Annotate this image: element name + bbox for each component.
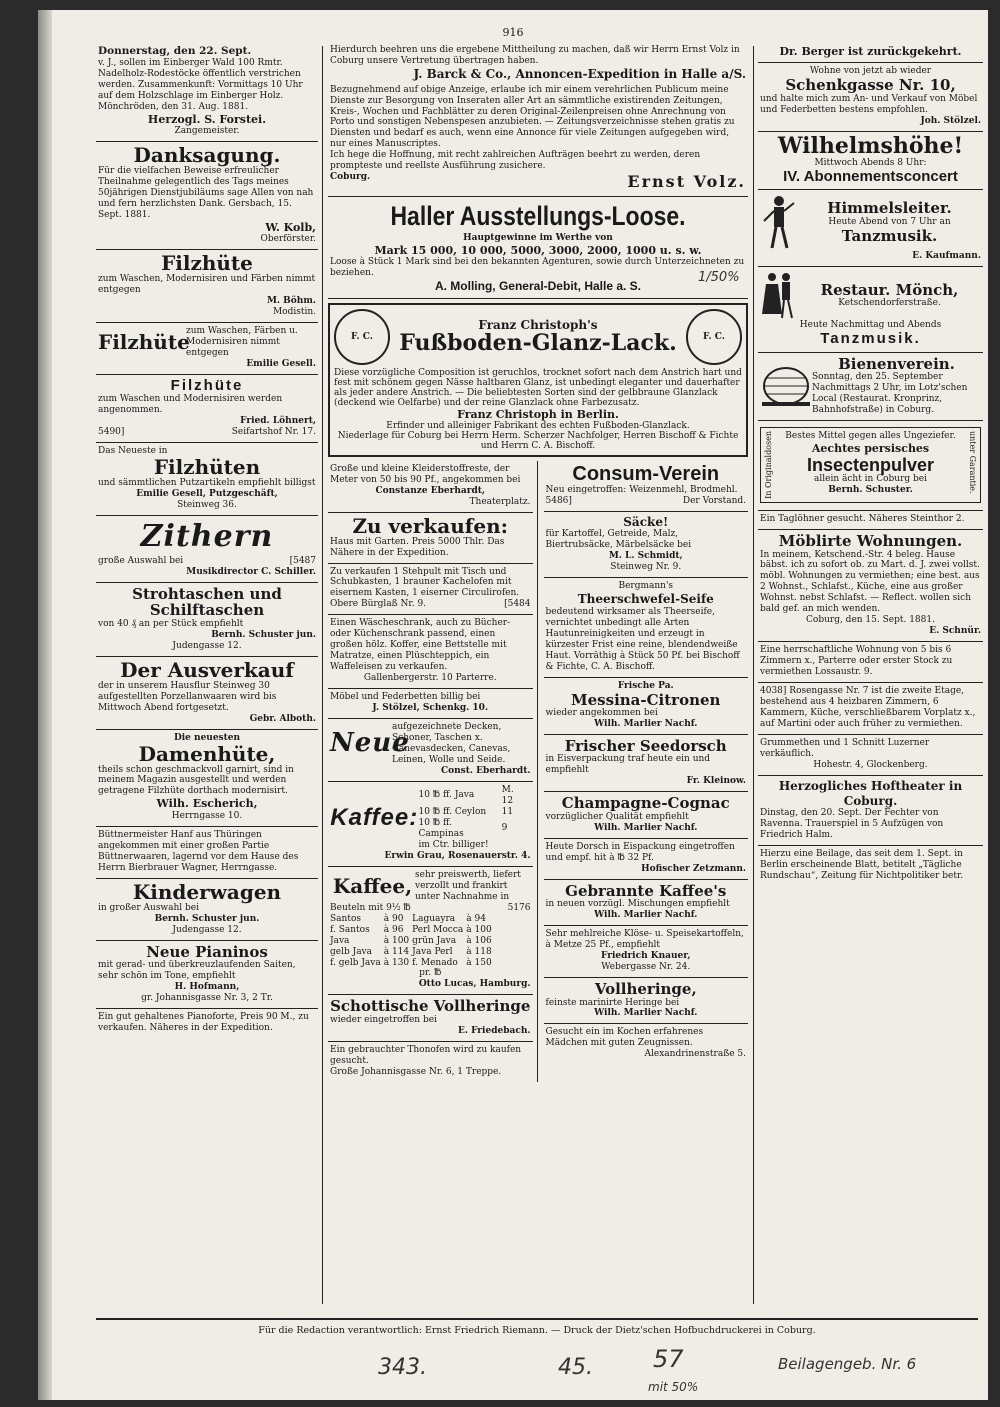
ad-address: Steinweg Nr. 9. bbox=[610, 562, 682, 573]
ad-title: Haller Ausstellungs-Loose. bbox=[390, 200, 686, 231]
ad-title: Danksagung. bbox=[133, 143, 281, 168]
column-middle-a bbox=[328, 461, 538, 1082]
ad-title: Vollheringe, bbox=[594, 980, 697, 999]
ad-signature: Fr. Kleinow. bbox=[686, 776, 746, 787]
ad-number: 5490] bbox=[98, 427, 125, 438]
ad-berger bbox=[758, 42, 983, 63]
ad-signature: W. Kolb, bbox=[265, 220, 316, 234]
ad-title: Zithern bbox=[140, 519, 274, 555]
ad-body: Hierdurch beehren uns die ergebene Mittheilung zu machen, daß wir Herrn Ernst Volz in Coburg unsere Vertretung übertragen haben. bbox=[330, 45, 740, 66]
ad-title: Wilhelmshöhe! bbox=[777, 132, 964, 159]
coffee-price-table: Santos à 90 Laguayra à 94 f. Santos à 96 Perl Mocca à 100 Java à 100 grün Java à 106 gelb Java à 114 Java Perl à 118 f. gelb Java à 130 f. Menado à 150 bbox=[330, 913, 492, 968]
ad-sub: Zangemeister. bbox=[174, 126, 240, 137]
ad-title: Schottische Vollheringe bbox=[330, 997, 531, 1016]
newspaper-page bbox=[38, 10, 988, 1400]
ad-zithern bbox=[96, 516, 318, 583]
beehive-icon bbox=[760, 356, 812, 406]
ad-lottery bbox=[328, 197, 748, 299]
ad-barck-volz bbox=[328, 42, 748, 197]
ad-thanks bbox=[96, 142, 318, 250]
ad-coffee-grau bbox=[328, 782, 533, 867]
ad-address: Judengasse 12. bbox=[172, 924, 242, 935]
column-middle bbox=[328, 42, 748, 1304]
ad-signature: Der Vorstand. bbox=[682, 495, 746, 506]
ad-date: Coburg, den 15. Sept. 1881. bbox=[806, 615, 935, 626]
ad-hats-loehnert bbox=[96, 375, 318, 443]
ad-new-goods bbox=[328, 719, 533, 782]
ad-title: Möblirte Wohnungen. bbox=[778, 532, 963, 551]
ad-body: Mittwoch Abends 8 Uhr: bbox=[814, 157, 927, 168]
ad-signature: Joh. Stölzel. bbox=[920, 115, 981, 126]
ad-number: [5487 bbox=[289, 555, 316, 566]
ad-cod-2 bbox=[544, 839, 749, 880]
ad-body: allein ächt in Coburg bei bbox=[814, 474, 927, 485]
ad-agents: Niederlage für Coburg bei Herrn Herm. Scherzer Nachfolger, Herren Bischoff & Fichte und Herrn C. A. Bischoff. bbox=[337, 430, 739, 451]
ad-title: Frischer Seedorsch bbox=[564, 736, 727, 755]
ad-tar-soap bbox=[544, 578, 749, 677]
handwritten-mark: mit 50% bbox=[648, 1380, 699, 1394]
ad-title: Kaffee: bbox=[330, 804, 419, 832]
ad-address: Theaterplatz. bbox=[469, 496, 531, 507]
handwritten-mark: 343. bbox=[378, 1355, 427, 1380]
handwritten-mark: Beilagengeb. Nr. 6 bbox=[778, 1355, 917, 1373]
ad-body: in großer Auswahl bei bbox=[98, 902, 200, 913]
ad-title: Zu verkaufen: bbox=[352, 513, 509, 538]
ad-number: 5176 bbox=[507, 902, 531, 913]
ad-title: Dr. Berger ist zurückgekehrt. bbox=[779, 45, 962, 58]
ad-body: große Auswahl bei bbox=[98, 555, 184, 566]
ad-number: [5484 bbox=[504, 599, 531, 610]
ad-body: Eine herrschaftliche Wohnung von 5 bis 6 Zimmern x., Parterre oder erster Stock zu vermiethen Lossaustr. 9. bbox=[760, 645, 953, 678]
ad-supplement bbox=[758, 846, 983, 886]
ad-coffee-lucas bbox=[328, 867, 533, 996]
ad-event: Tanzmusik. bbox=[841, 226, 938, 245]
ad-restaurant-moench bbox=[758, 267, 983, 352]
ad-title: Strohtaschen und Schilftaschen bbox=[132, 584, 282, 620]
ad-title: Schenkgasse Nr. 10, bbox=[785, 76, 956, 95]
ad-prizes: Mark 15 000, 10 000, 5000, 3000, 2000, 1000 u. s. w. bbox=[374, 243, 702, 257]
ad-wilhelmshoehe bbox=[758, 132, 983, 191]
dancing-couple-icon bbox=[760, 270, 798, 320]
ad-signature: J. Stölzel, Schenkg. 10. bbox=[372, 703, 489, 714]
ad-signature: J. Barck & Co., Annoncen-Expedition in Halle a/S. bbox=[413, 66, 746, 81]
handwritten-mark: 1/50% bbox=[698, 270, 740, 285]
ad-title: Der Ausverkauf bbox=[120, 657, 294, 682]
ad-body: feinste marinirte Heringe bei bbox=[545, 997, 680, 1008]
ad-title: Kaffee, bbox=[332, 873, 413, 898]
ad-body: Gesucht ein im Kochen erfahrenes Mädchen mit guten Zeugnissen. bbox=[545, 1027, 704, 1049]
ad-sub: Erfinder und alleiniger Fabrikant des echten Fußboden-Glanzlack. bbox=[386, 420, 690, 431]
ad-floor-lacquer bbox=[328, 303, 748, 457]
ad-herring-2 bbox=[544, 978, 749, 1024]
ad-signature: Musikdirector C. Schiller. bbox=[186, 566, 316, 577]
ad-pre: Aechtes persisches bbox=[811, 442, 930, 456]
ad-event: IV. Abonnementsconcert bbox=[783, 167, 958, 185]
ad-potatoes bbox=[544, 926, 749, 978]
ad-himmelsleiter bbox=[758, 190, 983, 267]
ad-signature: A. Molling, General-Debit, Halle a. S. bbox=[434, 279, 642, 294]
ad-title: Kinderwagen bbox=[132, 879, 282, 904]
ad-title: Theerschwefel-Seife bbox=[577, 592, 714, 607]
ad-date: Donnerstag, den 22. Sept. bbox=[98, 45, 252, 57]
ad-signature: E. Kaufmann. bbox=[912, 251, 981, 262]
ad-signature: Bernh. Schuster. bbox=[828, 485, 913, 496]
ad-side-right: unter Garantie. bbox=[968, 431, 977, 494]
ad-furnished-rooms bbox=[758, 530, 983, 642]
ad-title: Neue bbox=[330, 728, 410, 759]
ad-title: Fußboden-Glanz-Lack. bbox=[399, 330, 677, 357]
ad-pre: Frische Pa. bbox=[617, 680, 674, 691]
ad-address: Steinweg 36. bbox=[177, 500, 237, 511]
ad-body: Zu verkaufen 1 Stehpult mit Tisch und Schubkasten, 1 brauner Kachelofen mit eisernem Kasten, 1 eiserner Circulirofen. bbox=[330, 566, 520, 599]
ad-body: Sonntag, den 25. September Nachmittags 2 Uhr, im Lotz'schen Local (Restaurat. Kronprinz, Bahnhofstraße) in Coburg. bbox=[812, 372, 968, 416]
ad-body: aufgezeichnete Decken, Schoner, Taschen x. Canevasdecken, Canevas, Leinen, Wolle und Seide. bbox=[392, 722, 511, 766]
ad-body: in Eisverpackung traf heute ein und empfiehlt bbox=[545, 754, 711, 776]
binding-spine bbox=[38, 10, 52, 1400]
ad-sub: Oberförster. bbox=[260, 234, 316, 245]
ad-signature: M. Böhm. bbox=[266, 296, 316, 307]
ad-body: wieder eingetroffen bei bbox=[330, 1014, 437, 1025]
ad-grass bbox=[758, 735, 983, 776]
ad-body: Heute Dorsch in Eispackung eingetroffen und empf. hit à ℔ 32 Pf. bbox=[545, 841, 735, 863]
ad-forest-sale bbox=[96, 42, 318, 142]
column-middle-b bbox=[544, 461, 749, 1082]
ad-address: Herrngasse 10. bbox=[171, 810, 243, 821]
ad-event: Tanzmusik. bbox=[820, 330, 921, 348]
ad-body: Hierzu eine Beilage, das seit dem 1. Sept. in Berlin erscheinende Blatt, betitelt „Tägliche Rundschau“, Zeitung für Nichtpolitiker betr. bbox=[760, 849, 964, 882]
ad-body: v. J., sollen im Einberger Wald 100 Rmtr. Nadelholz-Rodestöcke öffentlich verstrichen werden. Zusammenkunft: Vormittags 10 Uhr auf dem Holzschlage im Einberger Holz. Mönchröden, den 31. Aug. 1881. bbox=[98, 57, 303, 112]
ad-cognac bbox=[544, 792, 749, 838]
ad-body: und sämmtlichen Putzartikeln empfiehlt billigst bbox=[98, 478, 316, 489]
ad-signature: Wilh. Marlier Nachf. bbox=[594, 718, 698, 729]
ad-signature: Wilh. Marlier Nachf. bbox=[594, 822, 698, 833]
ad-body: wieder angekommen bei bbox=[545, 708, 658, 719]
ad-signature: Otto Lucas, Hamburg. bbox=[418, 979, 531, 990]
ad-stove bbox=[328, 1042, 533, 1082]
dancing-figure-icon bbox=[760, 193, 798, 251]
ad-address: Seifartshof Nr. 17. bbox=[231, 427, 316, 438]
ad-title: Himmelsleiter. bbox=[827, 199, 952, 218]
ad-body: und halte mich zum An- und Verkauf von Möbel und Federbetten bestens empfohlen. bbox=[760, 93, 978, 115]
ad-body: von 40 ₰ an per Stück empfiehlt bbox=[98, 618, 244, 629]
ad-signature: Hofischer Zetzmann. bbox=[641, 863, 746, 874]
ad-pre: Wohne von jetzt ab wieder bbox=[809, 66, 932, 77]
ad-court-theatre bbox=[758, 776, 983, 846]
ad-title: Filzhüte bbox=[161, 251, 253, 276]
ad-body: Heute Abend von 7 Uhr an bbox=[828, 216, 951, 227]
ad-top: Bestes Mittel gegen alles Ungeziefer. bbox=[785, 431, 956, 442]
ad-body: mit gerad- und überkreuzlaufenden Saiten, sehr schön im Tone, empfiehlt bbox=[98, 960, 296, 982]
ad-title: Messina-Citronen bbox=[571, 690, 721, 709]
handwritten-mark: 45. bbox=[558, 1355, 593, 1380]
column-rule bbox=[753, 46, 754, 1304]
ad-pre: Bergmann's bbox=[618, 581, 674, 592]
ad-pianos bbox=[96, 941, 318, 1009]
ad-signature: E. Schnür. bbox=[929, 626, 981, 637]
ad-body: Büttnermeister Hanf aus Thüringen angekommen mit einer großen Partie Büttnerwaaren, lagernd vor dem Hause des Herrn Bierbrauer Wagner, Herrngasse. bbox=[98, 829, 299, 873]
ad-wardrobe bbox=[328, 615, 533, 689]
ad-signature: Bernh. Schuster jun. bbox=[154, 913, 260, 924]
ad-title: Filzhüten bbox=[153, 455, 261, 480]
ad-signature: Constanze Eberhardt, bbox=[375, 485, 486, 496]
ad-intro: Beuteln mit 9½ ℔ bbox=[330, 902, 411, 913]
ad-consum bbox=[544, 461, 749, 512]
franz-christoph-emblem-icon: F. C. bbox=[334, 309, 390, 365]
ad-title: Champagne-Cognac bbox=[561, 794, 730, 813]
ad-signature: Gebr. Alboth. bbox=[249, 713, 316, 724]
ad-title: Neue Pianinos bbox=[146, 942, 268, 961]
ad-lemons bbox=[544, 678, 749, 735]
ad-body: in neuen vorzügl. Mischungen empfiehlt bbox=[545, 899, 730, 910]
franz-christoph-emblem-icon: F. C. bbox=[686, 309, 742, 365]
ad-signature: Herzogl. S. Forstei. bbox=[147, 112, 267, 126]
ad-signature: M. L. Schmidt, bbox=[608, 551, 683, 562]
ad-body: Für die vielfachen Beweise erfreulicher Theilnahme gelegentlich des Tags meines 50jährigen Dienstjubiläums sage Allen von nah und fern herzlichsten Dank. Gersbach, 15. Sept. 1881. bbox=[98, 166, 314, 220]
ad-body: Diese vorzügliche Composition ist geruchlos, trocknet sofort nach dem Anstrich hart und fest mit schönem gegen Nässe haltbaren Glanz, ist unbedingt eleganter und dauerhafter als jeder andere Anstrich. — Die beliebtesten Sorten sind der gelbbraune Glanzlack (deckend wie Oelfarbe) und der reine Glanzlack ohne Farbezusatz. bbox=[334, 367, 742, 408]
ad-signature: Franz Christoph in Berlin. bbox=[457, 407, 619, 421]
ad-title: Bienenverein. bbox=[838, 354, 955, 373]
ad-ladies-hats bbox=[96, 730, 318, 827]
ad-address: gr. Johannisgasse Nr. 3, 2 Tr. bbox=[141, 992, 273, 1003]
ad-body: Dinstag, den 20. Sept. Der Fechter von Ravenna. Trauerspiel in 5 Aufzügen von Friedrich Halm. bbox=[760, 808, 944, 841]
ad-number: 4038] bbox=[760, 686, 787, 697]
ad-body: theils schon geschmackvoll garnirt, sind in meinem Magazin ausgestellt und werden getragene Filzhüte dorthach modernisirt. bbox=[98, 764, 294, 797]
ad-fabric bbox=[328, 461, 533, 513]
ad-head: sehr preiswerth, liefert verzollt und frankirt unter Nachnahme in bbox=[415, 869, 521, 902]
ad-flat bbox=[758, 642, 983, 683]
ad-address: Webergasse Nr. 24. bbox=[601, 962, 691, 973]
ad-body: Grummethen und 1 Schnitt Luzerner verkäuflich. bbox=[760, 738, 930, 760]
ad-signature-volz: Ernst Volz. bbox=[627, 172, 746, 192]
ad-pianoforte bbox=[96, 1009, 318, 1038]
ad-address: Judengasse 12. bbox=[172, 640, 242, 651]
ad-pre: Die neuesten bbox=[173, 732, 241, 743]
ad-signature: Bernh. Schuster jun. bbox=[211, 629, 316, 640]
ad-hats-gesell bbox=[96, 323, 318, 375]
ad-day-labourer bbox=[758, 511, 983, 530]
ad-signature: Friedrich Knauer, bbox=[601, 951, 691, 962]
ad-stoelzel bbox=[758, 63, 983, 131]
ad-body-3: Ich hege die Hoffnung, mit recht zahlreichen Aufträgen beehrt zu werden, deren prompteste und reellste Ausführung zusichere. bbox=[330, 150, 701, 172]
ad-address: Alexandrinenstraße 5. bbox=[644, 1049, 746, 1060]
ad-title: Säcke! bbox=[623, 514, 669, 529]
ad-maid bbox=[544, 1024, 749, 1064]
ad-body: Neu eingetroffen: Weizenmehl, Brodmehl. bbox=[545, 484, 738, 495]
ad-herring bbox=[328, 995, 533, 1041]
coffee-price-table: 10 ℔ ff. Java M. 12 10 ℔ ff. Ceylon 11 10 ℔ ff. Campinas 9 im Ctr. billiger! bbox=[418, 784, 514, 850]
ad-signature: Wilh. Marlier Nachf. bbox=[594, 1008, 698, 1019]
ad-signature: E. Friedebach. bbox=[457, 1025, 531, 1036]
ad-body: Rosengasse Nr. 7 ist die zweite Etage, bestehend aus 4 heizbaren Zimmern, 6 Kammern, Küche, verschließbarem Vorplatz x., auf Martini oder auch früher zu vermiethen. bbox=[760, 686, 976, 730]
ad-clearance-sale bbox=[96, 657, 318, 730]
ad-hats-putz bbox=[96, 443, 318, 516]
ad-straw-bags bbox=[96, 583, 318, 657]
ad-address: Ketschendorferstraße. bbox=[838, 298, 941, 309]
ad-body: zum Waschen, Färben u. Modernisiren nimmt entgegen bbox=[186, 326, 298, 359]
ad-rosengasse bbox=[758, 683, 983, 735]
ad-address: Obere Bürglaß Nr. 9. bbox=[330, 599, 427, 610]
ad-address: Große Johannisgasse Nr. 6, 1 Treppe. bbox=[330, 1066, 502, 1077]
ad-body: der in unserem Hausflur Steinweg 30 aufgestellten Porzellanwaaren wird bis Mittwoch Abend fortgesetzt. bbox=[98, 680, 277, 713]
ad-body: vorzüglicher Qualität empfiehlt bbox=[545, 811, 689, 822]
ad-body: Loose à Stück 1 Mark sind bei den bekannten Agenturen, sowie durch Unterzeichneten zu beziehen. bbox=[330, 257, 745, 279]
ad-title: Consum-Verein bbox=[572, 462, 720, 485]
ad-title: Damenhüte, bbox=[138, 741, 276, 766]
ad-title: Filzhüte bbox=[170, 376, 244, 394]
ad-sub: Hauptgewinne im Werthe von bbox=[463, 232, 613, 243]
ad-body: Möbel und Federbetten billig bei bbox=[330, 692, 481, 703]
ad-pre: Das Neueste in bbox=[98, 446, 168, 457]
ad-unit: pr. ℔ bbox=[419, 968, 442, 979]
ad-beds bbox=[328, 689, 533, 719]
ad-body: In meinem, Ketschend.-Str. 4 beleg. Hause bäbst. ich zu sofort ob. zu Mart. d. J. zwei vollst. möbl. Wohnungen zu vermiethen; eine best. aus 2 Wohnst., Schlafst., Küche, eine aus großer Wohnst. nebst Schlafst. — Reflect. wollen sich bald gef. an mich wenden. bbox=[760, 549, 980, 615]
ad-body: bedeutend wirksamer als Theerseife, vernichtet unbedingt alle Arten Hautunreinigkeiten und erzeugt in kürzester Frist eine reine, blendendweiße Haut. Vorräthig à Stück 50 Pf. bei Bischoff & Fichte, C. A. Bischoff. bbox=[545, 606, 740, 672]
ad-body: Große und kleine Kleiderstoffreste, der Meter von 50 bis 90 Pf., angekommen bei bbox=[330, 463, 521, 485]
ad-body: Haus mit Garten. Preis 5000 Thlr. Das Nähere in der Expedition. bbox=[330, 536, 505, 558]
ad-body: Heute Nachmittag und Abends bbox=[799, 320, 942, 331]
imprint-footer: Für die Redaction verantwortlich: Ernst Friedrich Riemann. — Druck der Dietz'schen Hofbuchdruckerei in Coburg. bbox=[96, 1318, 978, 1336]
ad-insect-powder bbox=[758, 421, 983, 511]
ad-title: Gebrannte Kaffee's bbox=[565, 881, 727, 900]
ad-signature: Wilh. Escherich, bbox=[156, 797, 258, 811]
ad-body: Ein gebrauchter Thonofen wird zu kaufen gesucht. bbox=[330, 1044, 522, 1066]
ad-body: Sehr mehlreiche Klöse- u. Speisekartoffeln, à Metze 25 Pf., empfiehlt bbox=[545, 929, 744, 951]
ad-prams bbox=[96, 879, 318, 941]
ad-title: Restaur. Mönch, bbox=[820, 280, 959, 299]
ad-signature: Emilie Gesell. bbox=[246, 359, 316, 370]
ad-number: 5486] bbox=[545, 495, 572, 506]
ad-signature: Erwin Grau, Rosenauerstr. 4. bbox=[384, 850, 531, 861]
ad-sacks bbox=[544, 512, 749, 579]
ad-signature: Const. Eberhardt. bbox=[440, 766, 531, 777]
column-right bbox=[758, 42, 983, 1304]
ad-pre: Franz Christoph's bbox=[478, 318, 598, 333]
ad-house-sale bbox=[328, 513, 533, 564]
ad-address: Gallenbergerstr. 10 Parterre. bbox=[363, 673, 497, 684]
handwritten-mark: 57 bbox=[653, 1345, 684, 1373]
ad-signature: Wilh. Marlier Nachf. bbox=[594, 910, 698, 921]
ad-title: Insectenpulver bbox=[806, 454, 935, 475]
ad-roasted-coffee bbox=[544, 880, 749, 926]
column-left bbox=[96, 42, 318, 1304]
ad-hats-boehm bbox=[96, 250, 318, 323]
ad-body: Ein Taglöhner gesucht. Näheres Steinthor 2. bbox=[760, 514, 965, 525]
ad-title: Filzhüte bbox=[98, 330, 190, 355]
ad-furniture bbox=[328, 564, 533, 616]
ad-sub: Modistin. bbox=[272, 307, 316, 318]
ad-body: Einen Wäscheschrank, auch zu Bücher- oder Küchenschrank passend, einen großen hölz. Koffer, eine Bettstelle mit Matratze, einen Plüschteppich, ein Waffeleisen zu verkaufen. bbox=[330, 618, 511, 673]
ad-signature: Emilie Gesell, Putzgeschäft, bbox=[136, 489, 278, 500]
ad-bee-club bbox=[758, 353, 983, 421]
column-rule bbox=[322, 46, 323, 1304]
ad-cod bbox=[544, 735, 749, 792]
ad-hemp bbox=[96, 827, 318, 879]
ad-place: Coburg. bbox=[330, 172, 371, 183]
ad-signature: Fried. Löhnert, bbox=[240, 416, 316, 427]
ad-body: zum Waschen, Modernisiren und Färben nimmt entgegen bbox=[98, 274, 316, 296]
ad-side-left: In Originaldosen bbox=[764, 431, 773, 500]
ad-address: Hohestr. 4, Glockenberg. bbox=[813, 759, 928, 770]
ad-title: Herzogliches Hoftheater in Coburg. bbox=[778, 778, 963, 808]
ad-body: zum Waschen und Modernisiren werden angenommen. bbox=[98, 394, 283, 416]
ad-body-2: Bezugnehmend auf obige Anzeige, erlaube ich mir einem verehrlichen Publicum meine Dienste zur Besorgung von Inseraten aller Art an sämmtliche existirenden Zeitungen, Kreis-, Wochen und Fachblätter zu deren Original-Zeilenpreisen ohne Anrechnung von Porto und sonstigen Nebenspesen anzubieten. — Zeitungsverzeichnisse stehen gratis zu Diensten und bedarf es auch, wenn eine Annonce für viele Zeitungen aufgegeben wird, nur eines Manuscriptes. bbox=[330, 84, 735, 150]
ad-body: für Kartoffel, Getreide, Malz, Biertrubsäcke, Märbelsäcke bei bbox=[545, 529, 692, 551]
page-number: 916 bbox=[502, 26, 524, 39]
ad-signature: H. Hofmann, bbox=[174, 982, 240, 993]
ad-body: Ein gut gehaltenes Pianoforte, Preis 90 M., zu verkaufen. Näheres in der Expedition. bbox=[98, 1011, 309, 1033]
